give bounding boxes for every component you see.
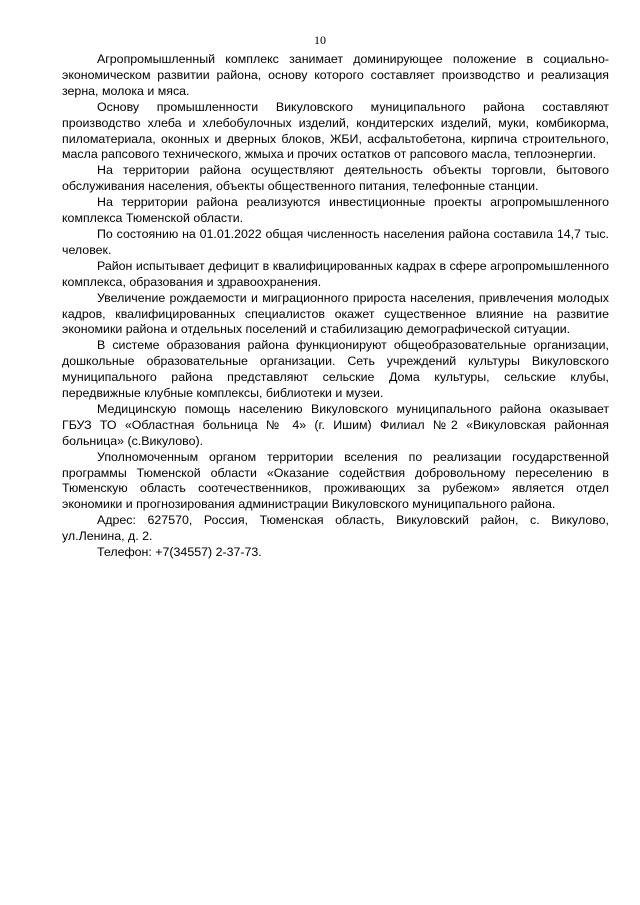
paragraph-agro-complex: Агропромышленный комплекс занимает доминирующее положение в социально-экономическом развитии района, основу которого составляет производство и реализация зерна, молока и мяса. xyxy=(62,52,609,98)
paragraph-trade-services: На территории района осуществляют деятельность объекты торговли, бытового обслуживания населения, объекты общественного питания, телефонные станции. xyxy=(62,163,609,194)
paragraph-medical: Медицинскую помощь населению Викуловского муниципального района оказывает ГБУЗ ТО «Областная больница № 4» (г. Ишим) Филиал №2 «Викуловская районная больница» (с.Викулово). xyxy=(62,401,609,448)
page-number: 10 xyxy=(314,33,326,47)
paragraph-population: По состоянию на 01.01.2022 общая численность населения района составила 14,7 тыс. человек. xyxy=(62,226,609,257)
paragraph-investment-projects: На территории района реализуются инвестиционные проекты агропромышленного комплекса Тюменской области. xyxy=(62,195,609,226)
paragraph-demography: Увеличение рождаемости и миграционного прироста населения, привлечения молодых кадров, квалифицированных специалистов окажет существенное влияние на развитие экономики района и отдельных поселений и стабилизацию демографической ситуации. xyxy=(62,290,609,337)
paragraph-phone: Телефон: +7(34557) 2-37-73. xyxy=(97,545,262,560)
paragraph-staff-deficit: Район испытывает дефицит в квалифицированных кадрах в сфере агропромышленного комплекса, образования и здравоохранения. xyxy=(62,258,609,289)
paragraph-industry: Основу промышленности Викуловского муниципального района составляют производство хлеба и хлебобулочных изделий, кондитерских изделий, муки, комбикорма, пиломатериала, оконных и дверных блоков, ЖБИ, асфальтобетона, кирпича строительного, масла рапсового технического, жмыха и прочих остатков от рапсового масла, теплоэнергии. xyxy=(62,99,609,162)
paragraph-authorized-body: Уполномоченным органом территории вселения по реализации государственной программы Тюменской области «Оказание содействия добровольному переселению в Тюменскую область соотечественников, проживающих за рубежом» является отдел экономики и прогнозирования администрации Викуловского муниципального района. xyxy=(62,449,609,512)
document-body xyxy=(62,52,609,561)
paragraph-education-culture: В системе образования района функционируют общеобразовательные организации, дошкольные образовательные организации. Сеть учреждений культуры Викуловского муниципального района представляют сельские Дома культуры, сельские клубы, передвижные клубные комплексы, библиотеки и музеи. xyxy=(62,338,609,401)
paragraph-address: Адрес: 627570, Россия, Тюменская область, Викуловский район, с. Викулово, ул.Ленина, д. 2. xyxy=(62,513,609,544)
